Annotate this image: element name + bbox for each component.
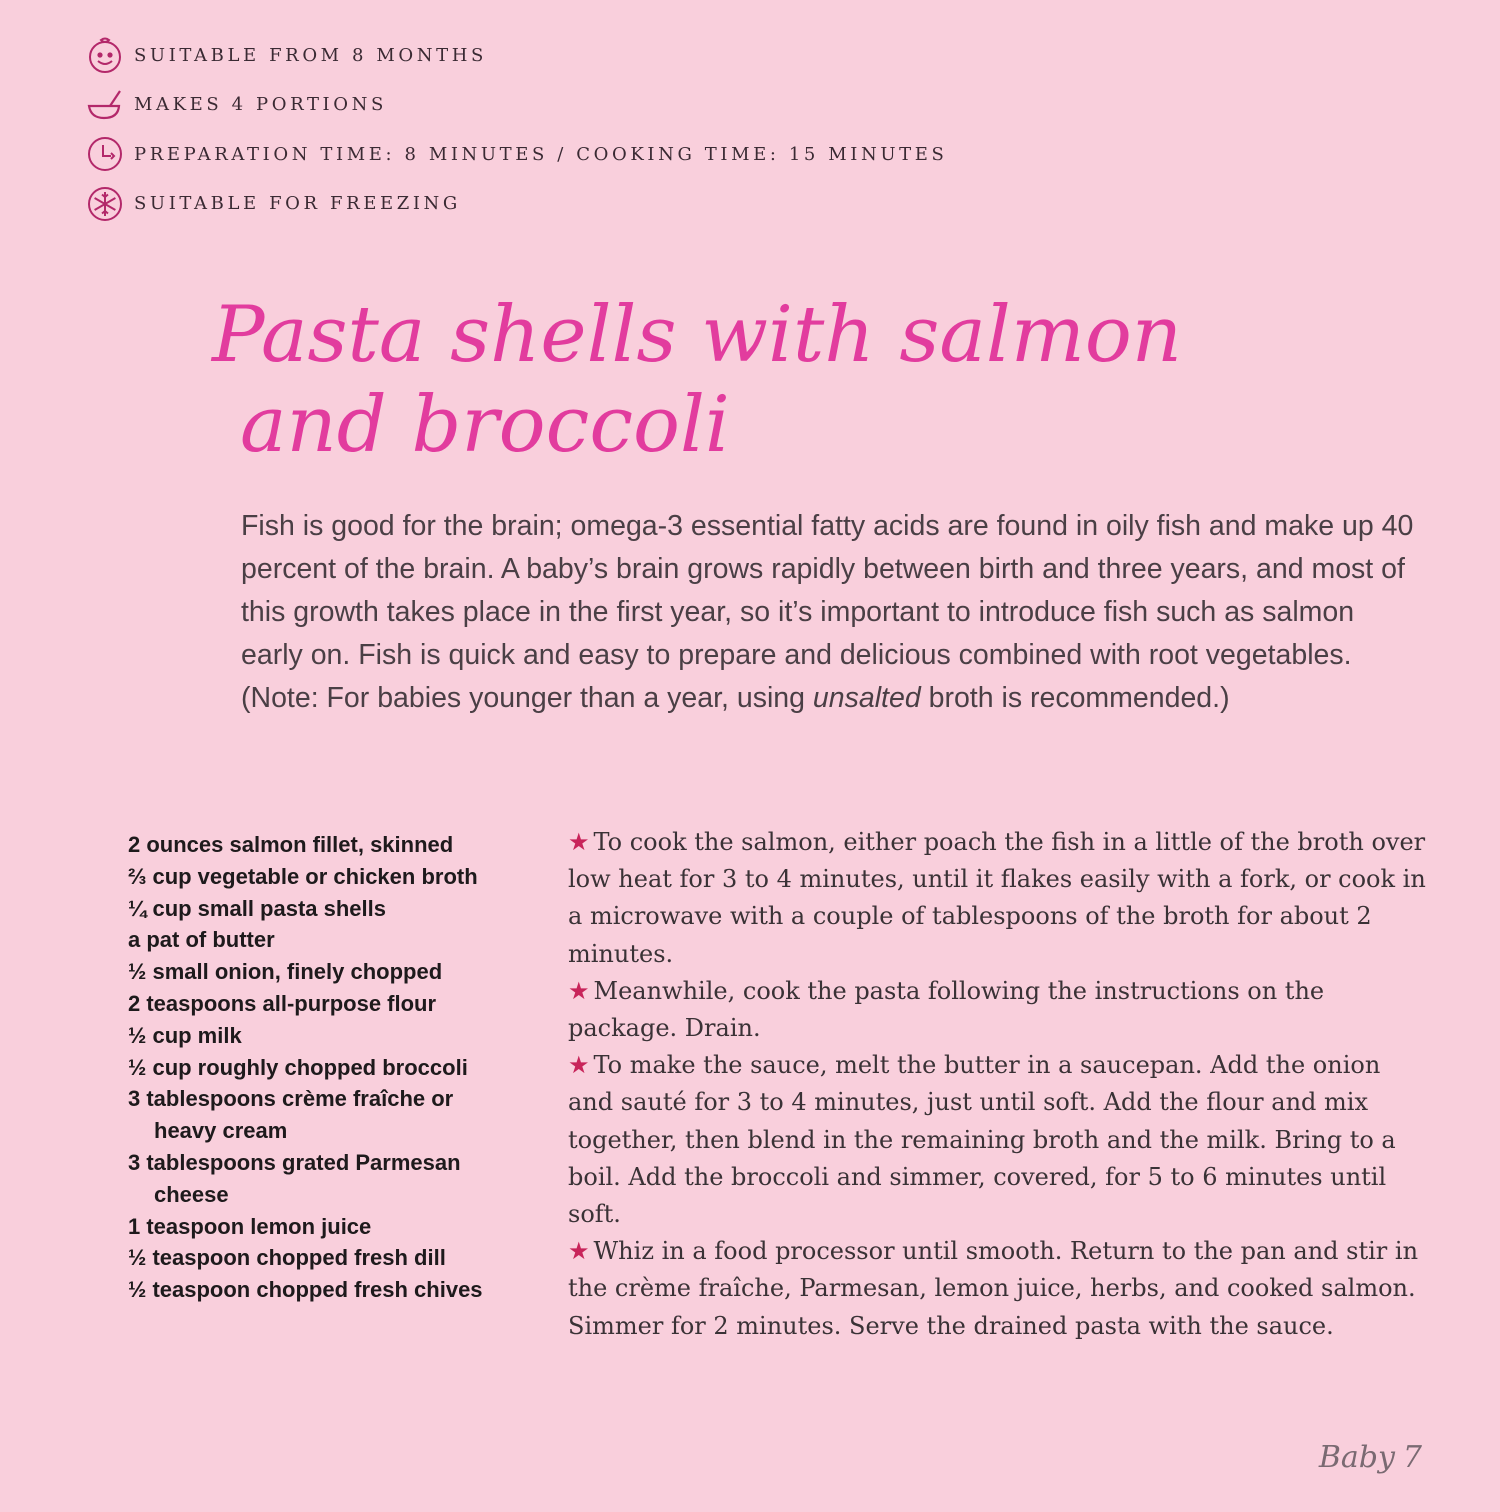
- meta-age-text: SUITABLE FROM 8 MONTHS: [134, 44, 487, 66]
- recipe-title-line1: Pasta shells with salmon: [212, 290, 1183, 380]
- ingredient-item: ½ teaspoon chopped fresh chives: [128, 1277, 483, 1303]
- ingredient-item: a pat of butter: [128, 927, 275, 953]
- clock-icon: [86, 135, 126, 173]
- folio-section: Baby: [1318, 1440, 1395, 1475]
- recipe-intro: [241, 505, 1421, 720]
- page-number: 7: [1402, 1440, 1422, 1475]
- method-steps: [568, 824, 1428, 1345]
- meta-portions-text: MAKES 4 PORTIONS: [134, 94, 387, 115]
- star-icon: ★: [568, 976, 590, 1005]
- bowl-icon: [86, 86, 126, 124]
- page-folio: [1311, 1440, 1422, 1475]
- ingredient-item: ½ small onion, finely chopped: [128, 959, 443, 985]
- meta-freezing-text: SUITABLE FOR FREEZING: [134, 193, 461, 214]
- meta-freezing: [86, 185, 947, 223]
- recipe-title-line2: and broccoli: [240, 380, 730, 470]
- ingredient-item: ⅔ cup vegetable or chicken broth: [128, 863, 478, 889]
- recipe-meta: [86, 36, 947, 234]
- method-step: [568, 973, 1428, 1047]
- star-icon: ★: [568, 1051, 590, 1080]
- baby-face-icon: [86, 36, 126, 74]
- recipe-title: [212, 290, 1212, 470]
- intro-text-end: broth is recommended.): [920, 682, 1230, 714]
- method-step-text: Whiz in a food processor until smooth. Return to the pan and stir in the crème fraîche, Parmesan, lemon juice, herbs, and cooked salmon. Simmer for 2 minutes. Serve the drained pasta with the sauce.: [568, 1237, 1419, 1340]
- method-step-text: To make the sauce, melt the butter in a saucepan. Add the onion and sauté for 3 to 4 minutes, just until soft. Add the flour and mix together, then blend in the remaining broth and the milk. Bring to a boil. Add the broccoli and simmer, covered, for 5 to 6 minutes until soft.: [568, 1051, 1396, 1229]
- intro-text: Fish is good for the brain; omega-3 essential fatty acids are found in oily fish and make up 40 percent of the brain. A baby’s brain grows rapidly between birth and three years, and most of this growth takes place in the first year, so it’s important to introduce fish such as salmon early on. Fish is quick and easy to prepare and delicious combined with root vegetables. (Note: For babies younger than a year, using: [241, 510, 1414, 714]
- ingredient-item: ¼ cup small pasta shells: [128, 895, 387, 921]
- method-step: [568, 824, 1428, 973]
- ingredient-item: 1 teaspoon lemon juice: [128, 1213, 372, 1239]
- meta-time: [86, 135, 947, 173]
- method-step-text: Meanwhile, cook the pasta following the instructions on the package. Drain.: [568, 976, 1325, 1043]
- ingredient-item: 3 tablespoons grated Parmesan cheese: [128, 1149, 461, 1207]
- method-step: [568, 1233, 1428, 1345]
- method-step-text: To cook the salmon, either poach the fish in a little of the broth over low heat for 3 to 4 minutes, until it flakes easily with a fork, or cook in a microwave with a couple of tablespoons of the broth for about 2 minutes.: [568, 828, 1426, 968]
- ingredient-item: ½ cup roughly chopped broccoli: [128, 1054, 468, 1080]
- method-step: [568, 1047, 1428, 1233]
- meta-age: [86, 36, 947, 74]
- snowflake-icon: [86, 185, 126, 223]
- ingredient-item: 3 tablespoons crème fraîche or heavy cream: [128, 1086, 454, 1144]
- ingredient-item: ½ cup milk: [128, 1022, 242, 1048]
- ingredients-list: [128, 829, 508, 1306]
- star-icon: ★: [568, 1237, 590, 1266]
- ingredient-item: 2 ounces salmon fillet, skinned: [128, 832, 454, 857]
- star-icon: ★: [568, 828, 590, 856]
- meta-time-text: PREPARATION TIME: 8 MINUTES / COOKING TIME: 15 MINUTES: [134, 143, 948, 165]
- intro-emphasis: unsalted: [812, 682, 921, 714]
- ingredient-item: ½ teaspoon chopped fresh dill: [128, 1245, 446, 1271]
- ingredient-item: 2 teaspoons all-purpose flour: [128, 990, 437, 1016]
- meta-portions: [86, 86, 947, 124]
